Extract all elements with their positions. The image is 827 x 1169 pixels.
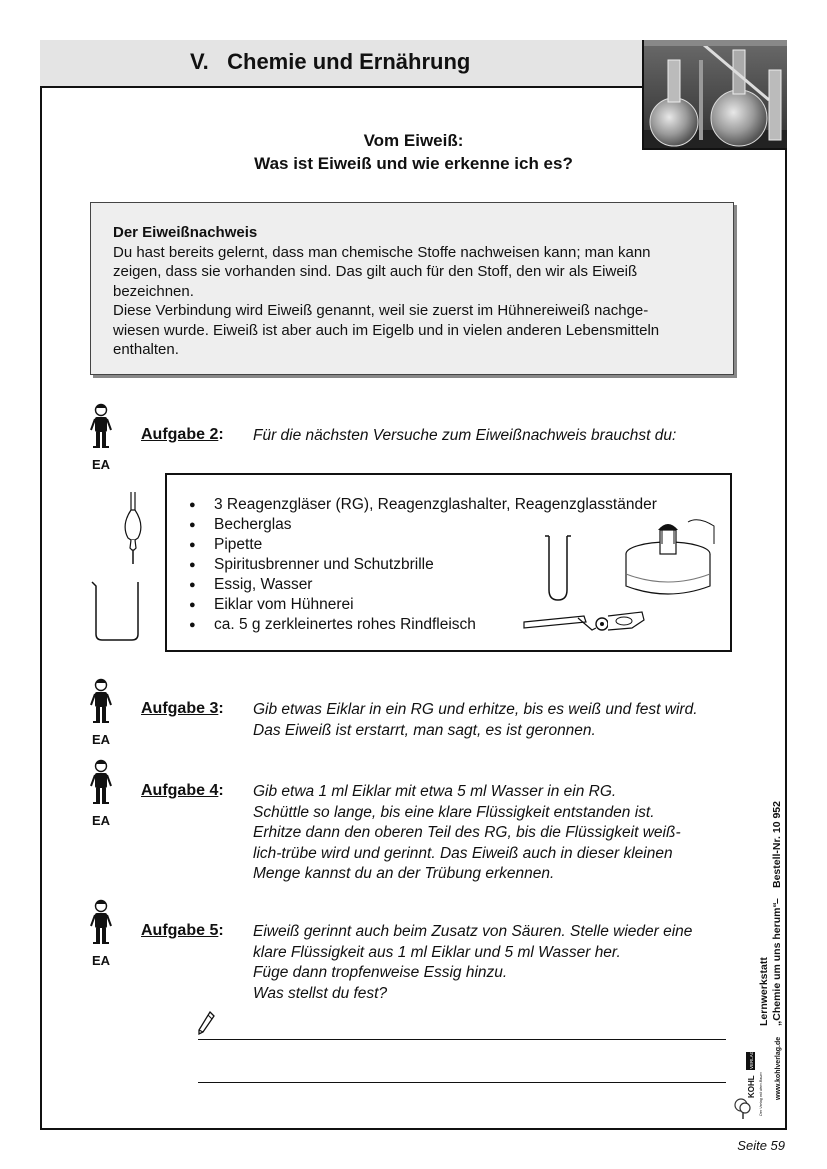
book-title: „Chemie um uns herum“ [771,902,783,1026]
task-3-text: Gib etwas Eiklar in ein RG und erhitze, bis es weiß und fest wird. Das Eiweiß ist erstarrt, man sagt, es ist geronnen. [253,701,698,739]
order-number: Bestell-Nr. 10 952 [771,801,783,888]
publisher-name: KOHL [747,1075,756,1098]
spirit-burner-illustration [618,514,720,606]
worksheet-title-line2: Was ist Eiweiß und wie erkenne ich es? [254,154,573,173]
ea-label: EA [91,813,111,828]
info-box-line: wiesen wurde. Eiweiß ist aber auch im Eigelb und in vielen anderen Lebensmitteln [113,321,660,339]
publisher-website: www.kohlverlag.de [775,1036,782,1100]
publisher-tag: VERLAG [749,1050,754,1069]
list-item: ● ca. 5 g zerkleinertes rohes Rindfleisch [189,615,657,635]
page-number: Seite 59 [737,1138,785,1153]
task-3-label: Aufgabe 3: [141,700,224,717]
worksheet-title-line1: Vom Eiweiß: [363,131,464,150]
info-box-title: Der Eiweißnachweis [113,224,258,241]
answer-line[interactable] [198,1082,726,1083]
info-box-line: bezeichnen. [113,282,194,300]
test-tube-holder-illustration [522,608,648,638]
publisher-slogan: Der Verlag mit dem Baum [759,1072,763,1116]
individual-work-icon [86,402,116,472]
info-box-line: Diese Verbindung wird Eiweiß genannt, weil sie zuerst im Hühnereiweiß nachge- [113,302,649,319]
individual-work-icon [86,898,116,968]
info-box-line: enthalten. [113,341,179,358]
list-item: ● 3 Reagenzgläser (RG), Reagenzglashalter, Reagenzglasständer [189,495,657,515]
individual-work-icon [86,677,116,747]
ea-label: EA [91,953,111,968]
list-item: ● Essig, Wasser [189,575,657,595]
ea-label: EA [91,457,111,472]
answer-line[interactable] [198,1039,726,1040]
info-box-line: zeigen, dass sie vorhanden sind. Das gilt auch für den Stoff, den wir als Eiweiß [113,263,638,280]
task-2-text: Für die nächsten Versuche zum Eiweißnachweis brauchst du: [253,427,677,444]
list-item: ● Pipette [189,535,657,555]
info-box-line: Du hast bereits gelernt, dass man chemische Stoffe nachweisen kann; man kann [113,243,651,261]
list-item: ● Becherglas [189,515,657,535]
publisher-logo [733,1050,769,1120]
beaker-illustration [88,578,144,644]
sidebar-dash: – [771,898,783,904]
info-box [90,202,734,375]
pencil-icon [196,1010,216,1038]
ea-label: EA [91,732,111,747]
list-item: ● Eiklar vom Hühnerei [189,595,657,615]
pipette-illustration [118,490,148,570]
series-name: Lernwerkstatt [758,957,770,1026]
task-4-text: Gib etwa 1 ml Eiklar mit etwa 5 ml Wasser in ein RG. Schüttle so lange, bis eine klare Flüssigkeit entstanden ist. Erhitze dann den oberen Teil des RG, bis die Flüssigkeit weiß- lich-trübe wird und gerinnt. Das Eiweiß auch in dieser kleinen Menge kannst du an der Trübung erkennen. [253,783,681,882]
task-5-label: Aufgabe 5: [141,922,224,939]
list-item: ● Spiritusbrenner und Schutzbrille [189,555,657,575]
task-5-text: Eiweiß gerinnt auch beim Zusatz von Säuren. Stelle wieder eine klare Flüssigkeit aus 1 ml Eiklar und 5 ml Wasser her. Füge dann tropfenweise Essig hinzu. Was stellst du fest? [253,923,693,1002]
individual-work-icon [86,758,116,828]
chapter-title: V. Chemie und Ernährung [190,49,471,74]
task-2-label: Aufgabe 2: [141,426,224,443]
task-4-label: Aufgabe 4: [141,782,224,799]
test-tube-illustration [543,532,573,604]
